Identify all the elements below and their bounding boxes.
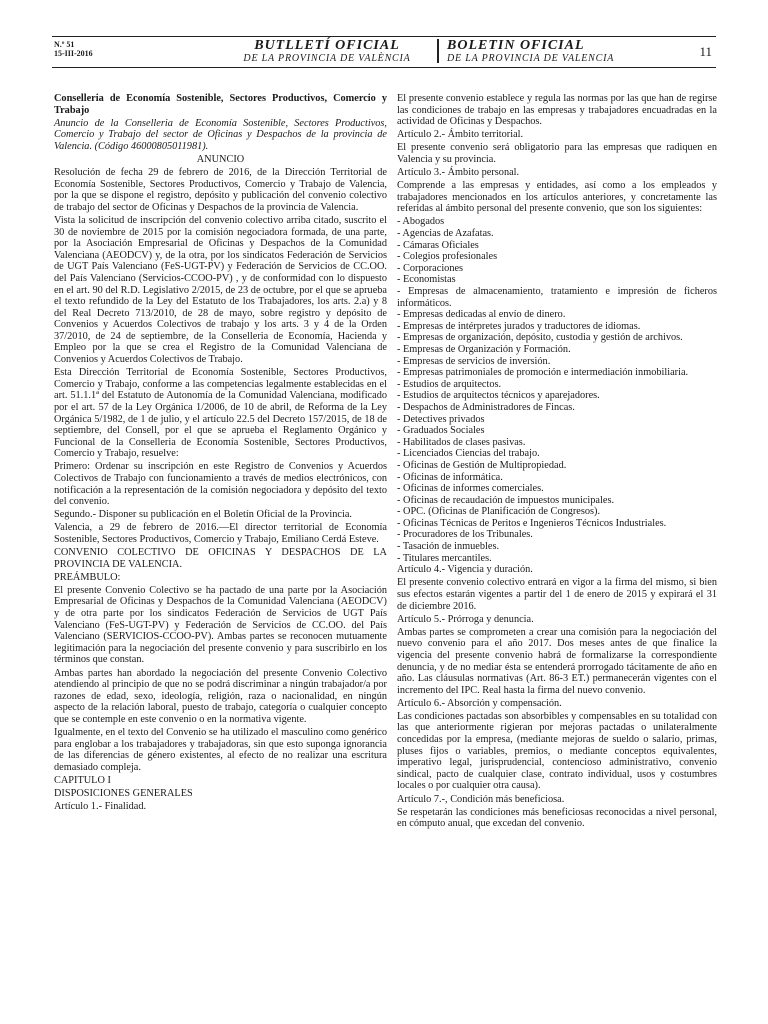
paragraph: DISPOSICIONES GENERALES [54,787,193,799]
paragraph: CONVENIO COLECTIVO DE OFICINAS Y DESPACHOS DE LA PROVINCIA DE VALENCIA. [54,547,387,570]
list-item: - Habilitados de clases pasivas. [397,436,526,448]
paragraph: Primero: Ordenar su inscripción en este Registro de Convenios y Acuerdos Colectivos de Trabajo con funcionamiento a través de medios electrónicos, con notificación a la representación de la comisión negociadora y depósito del texto del convenio. [54,461,387,508]
paragraph: El presente convenio establece y regula las normas por las que han de regirse las condiciones de trabajo en las empresas y trabajadores encuadradas en la actividad de Oficinas y Despachos. [397,93,717,128]
list-item: - Abogados [397,216,445,228]
list-item: - Agencias de Azafatas. [397,228,494,240]
paragraph: Artículo 5.- Prórroga y denuncia. [397,613,534,625]
paragraph: Artículo 2.- Ámbito territorial. [397,129,524,141]
list-item: - Estudios de arquitectos. [397,378,502,390]
list-item: - OPC. (Oficinas de Planificación de Congresos). [397,506,601,518]
paragraph: Esta Dirección Territorial de Economía Sostenible, Sectores Productivos, Comercio y Trabajo, conforme a las competencias legalmente establecidas en el art. 51.1.1ª del Estatuto de Autonomía de la Comunidad Valenciana, modificado por el art. 57 de la Ley Orgánica 1/2006, de 10 de abril, de Reforma de la Ley Orgánica 5/1982, de 1 de julio, y el artículo 22.5 del Decreto 157/2015, de 18 de septiembre, del Consell, por el que se aprueba el Reglamento Orgánico y Funcional de la Conselleria de Economía Sostenible, Sectores Productivos, Comercio y Trabajo, resuelve: [54,367,387,460]
issue-number: N.º 51 [54,40,75,49]
paragraph: Artículo 1.- Finalidad. [54,801,147,813]
list-item: - Oficinas Técnicas de Peritos e Ingenieros Técnicos Industriales. [397,517,667,529]
personal-scope-list [397,216,717,564]
paragraph: ANUNCIO [196,153,245,165]
list-item: - Empresas dedicadas al envío de dinero. [397,309,566,321]
paragraph: Artículo 3.- Ámbito personal. [397,167,520,179]
page-number: 11 [699,44,712,59]
paragraph: Artículo 6.- Absorción y compensación. [397,697,562,709]
list-item: - Oficinas de informes comerciales. [397,483,544,495]
header-left-subtitle: DE LA PROVINCIA DE VALÈNCIA [243,53,411,64]
paragraph: Vista la solicitud de inscripción del convenio colectivo arriba citado, suscrito el 30 de noviembre de 2015 por la comisión negociadora formada, de una parte, por la Asociación Empresarial de Oficinas y Despachos de la Comunidad Valenciana (AEODCV) y, de la otra, por los sindicatos Federación de Servicios de UGT País Valenciano (FeS-UGT-PV) y Federación de Servicios de CC.OO. del País Valenciano (Servicios-CCOO-PV) , y de conformidad con lo dispuesto en el art. 90 del R.D. Legislativo 2/2015, de 23 de octubre, por el que se aprueba el texto refundido de la Ley del Estatuto de los Trabajadores, los arts. 2.a) y 8 del Real Decreto 713/2010, de 28 de mayo, sobre registro y depósito de Convenios y Acuerdos Colectivos de trabajo y los arts. 3 y 4 de la Orden 37/2010, de 24 de septiembre, de la Conselleria de Economía, Hacienda y Empleo por la que se crea el Registro de la Comunidad Valenciana de Convenios y Acuerdos Colectivos de Trabajo. [54,214,387,366]
paragraph: PREÁMBULO: [54,571,121,583]
paragraph: Se respetarán las condiciones más beneficiosas reconocidas a nivel personal, en cómputo anual, que excedan del convenio. [397,806,717,830]
page-header [52,36,716,68]
list-item: - Oficinas de Gestión de Multipropiedad. [397,459,567,471]
paragraph: Artículo 7.-, Condición más beneficiosa. [397,793,565,805]
list-item: - Estudios de arquitectos técnicos y aparejadores. [397,390,600,402]
list-item: - Oficinas de informática. [397,471,503,483]
paragraph: El presente Convenio Colectivo se ha pactado de una parte por la Asociación Empresarial de Oficinas y Despachos de la Comunidad Valenciana (AEODCV) y de otra parte por los sindicatos Federación de Servicios de UGT País Valenciano (FeS-UGT-PV) y Federación de Servicios de CC.OO. del País Valenciano (SERVICIOS-CCOO-PV). Ambas partes se reconocen mutuamente legitimación para la negociación del presente convenio y para suscribirlo en los términos que constan. [54,584,387,666]
list-item: - Despachos de Administradores de Fincas. [397,401,575,413]
paragraph: Comprende a las empresas y entidades, así como a los empleados y trabajadores mencionados en los artículos anteriores, y concretamente las referidas al ámbito personal del presente convenio, que son los siguientes: [397,180,717,215]
list-item: - Oficinas de recaudación de impuestos municipales. [397,494,615,506]
list-item: - Licenciados Ciencias del trabajo. [397,448,540,460]
header-left-title: BUTLLETÍ OFICIAL [254,38,400,53]
paragraph: Igualmente, en el texto del Convenio se ha utilizado el masculino como genérico para englobar a los trabajadores y trabajadoras, sin que esto suponga ignorancia de las diferencias de género existentes, al efecto de no realizar una escritura demasiado compleja. [54,726,387,773]
list-item: - Procuradores de los Tribunales. [397,529,533,541]
list-item: - Corporaciones [397,262,464,274]
list-item: - Empresas de servicios de inversión. [397,355,551,367]
list-item: - Colegios profesionales [397,251,498,263]
paragraph: Ambas partes se comprometen a crear una comisión para la negociación del nuevo convenio para el año 2017. Dos meses antes de que finalice la vigencia del presente convenio habrá de formalizarse la correspondiente denuncia, y de no mediar ésta se entenderá prorrogado tácitamente de año en año. Las cláusulas normativas (Art. 86-3 ET.) permanecerán vigentes con el incremento del IPC. Real hasta la firma del nuevo convenio. [397,626,717,696]
paragraph: Segundo.- Disponer su publicación en el Boletín Oficial de la Provincia. [54,509,352,521]
paragraph: Valencia, a 29 de febrero de 2016.—El director territorial de Economía Sostenible, Sectores Productivos, Comercio y Trabajo, Emiliano Cerdá Esteve. [54,522,387,545]
paragraph: Las condiciones pactadas son absorbibles y compensables en su totalidad con las que anteriormente rigieran por mejoras pactadas o unilateralmente concedidas por la empresa, (mediante mejoras de sueldo o salario, primas, pluses fijos o variables, premios, o mediante conceptos equivalentes, imperativo legal, jurisprudencial, contencioso administrativo, convenio sindical, pacto de cualquier clase, contrato individual, usos y costumbres locales o por cualquier otra causa). [397,710,717,792]
header-divider [437,39,439,63]
right-intro [397,93,717,215]
right-column [397,93,717,831]
list-item: - Empresas de organización, depósito, custodia y gestión de archivos. [397,332,683,344]
list-item: - Tasación de inmuebles. [397,541,500,553]
issue-date: 15-III-2016 [54,49,93,58]
paragraph: El presente convenio será obligatorio para las empresas que radiquen en Valencia y su provincia. [397,142,717,165]
paragraph: El presente convenio colectivo entrará en vigor a la firma del mismo, si bien sus efectos estarán vigentes a partir del 1 de enero de 2015 y expirará el 31 de diciembre 2016. [397,577,717,612]
issue-info [54,40,93,58]
list-item: - Empresas patrimoniales de promoción e intermediación inmobiliaria. [397,367,689,379]
paragraph: Resolución de fecha 29 de febrero de 2016, de la Dirección Territorial de Economía Sostenible, Sectores Productivos, Comercio y Trabajo de Valencia, por la que se dispone el registro, depósito y publicación del convenio colectivo de trabajo del sector de Oficinas y Despachos de la provincia de Valencia. [54,167,387,213]
list-item: - Economistas [397,274,456,286]
list-item: - Cámaras Oficiales [397,239,479,251]
header-right-title: BOLETIN OFICIAL [447,38,585,53]
paragraph: Conselleria de Economía Sostenible, Sectores Productivos, Comercio y Trabajo [54,93,387,116]
header-right-subtitle: DE LA PROVINCIA DE VALENCIA [447,53,615,64]
header-left-title-block [222,38,432,64]
left-column [54,93,387,814]
header-right-title-block [447,38,647,64]
paragraph: Artículo 4.- Vigencia y duración. [397,564,533,576]
paragraph: Ambas partes han abordado la negociación del presente Convenio Colectivo atendiendo al principio de que no se podrá discriminar a ningún trabajador/a por razones de edad, sexo, ideología, religión, raza o nacionalidad, en ningún aspecto de la relación laboral, puesto de trabajo, categoría o cualquier concepto que se contemple en este convenio o en la normativa vigente. [54,667,387,725]
list-item: - Graduados Sociales [397,425,485,437]
list-item: - Titulares mercantiles. [397,552,492,564]
list-item: - Detectives privados [397,413,485,425]
paragraph: CAPITULO I [54,774,111,786]
list-item: - Empresas de Organización y Formación. [397,343,571,355]
paragraph: Anuncio de la Conselleria de Economía Sostenible, Sectores Productivos, Comercio y Trabajo del sector de Oficinas y Despachos de la provincia de Valencia. (Código 46000805011981). [54,117,387,152]
list-item: - Empresas de almacenamiento, tratamiento e impresión de ficheros informáticos. [397,286,717,309]
list-item: - Empresas de intérpretes jurados y traductores de idiomas. [397,320,641,332]
right-rest [397,564,717,830]
